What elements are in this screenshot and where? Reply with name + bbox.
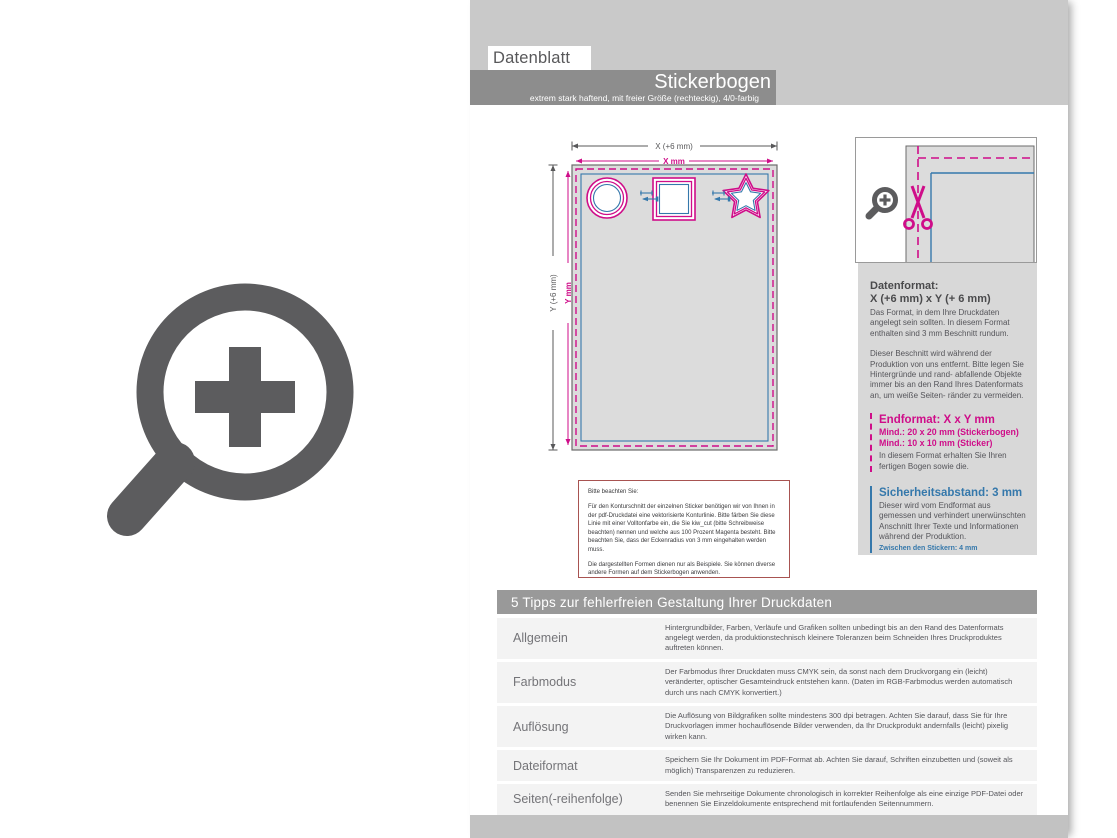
tip-text-aufloesung: Die Auflösung von Bildgrafiken sollte mindestens 300 dpi betragen. Achten Sie darauf, dass Sie für Ihre Druckvorlagen immer hochauflösende Bilder verwenden, da Ihr Druckprodukt andernfalls (leicht) pixelig wirken kann. [665, 711, 1009, 741]
table-row [497, 706, 1037, 747]
table-row [497, 784, 1037, 814]
note-title: Bitte beachten Sie: [588, 489, 639, 495]
sicherheitsabstand-body: Dieser wird vom Endformat aus gemessen und verhindert unerwünschten Anschnitt Ihrer Texte und Informationen während der Produktion. [879, 501, 1026, 542]
endformat-body: In diesem Format erhalten Sie Ihren fertigen Bogen sowie die. [879, 451, 1007, 471]
bottom-gray-band [470, 815, 1068, 838]
tip-label-seitenreihenfolge: Seiten(-reihenfolge) [513, 792, 623, 807]
dim-x-inner-label: X mm [663, 157, 685, 166]
table-row [497, 618, 1037, 659]
left-panel [0, 0, 470, 838]
endformat-title: Endformat: X x Y mm [879, 414, 995, 427]
endformat-min-sticker: Mind.: 10 x 10 mm (Sticker) [879, 438, 993, 449]
dim-x-outer-label: X (+6 mm) [655, 142, 693, 151]
tip-label-aufloesung: Auflösung [513, 719, 569, 734]
corner-detail-drawing [856, 138, 1037, 263]
endformat-block [870, 413, 1029, 472]
info-panel [858, 263, 1037, 555]
datenformat-title: Datenformat: [870, 280, 939, 292]
datenformat-body-1: Das Format, in dem Ihre Druckdaten angelegt sein sollten. In diesem Format enthalten sind 3 mm Beschnitt rundum. [870, 308, 1010, 338]
datenblatt-tab: Datenblatt [488, 46, 591, 70]
dim-y-inner-label: Y mm [564, 282, 573, 304]
note-box [578, 480, 790, 578]
endformat-min-stickerbogen: Mind.: 20 x 20 mm (Stickerbogen) [879, 427, 1019, 438]
tip-label-allgemein: Allgemein [513, 631, 568, 646]
sicherheitsabstand-block [870, 486, 1029, 553]
title-bar [470, 70, 776, 105]
sheet-corner [906, 146, 1034, 263]
dim-y-outer-label: Y (+6 mm) [549, 274, 558, 312]
sicherheitsabstand-title: Sicherheitsabstand: 3 mm [879, 487, 1023, 500]
tips-table [497, 618, 1037, 818]
page-title: Stickerbogen [654, 71, 771, 93]
table-row [497, 750, 1037, 780]
tip-label-dateiformat: Dateiformat [513, 758, 578, 773]
sticker-square [653, 178, 695, 220]
tip-label-farbmodus: Farbmodus [513, 675, 577, 690]
tip-text-allgemein: Hintergrundbilder, Farben, Verläufe und Grafiken sollten unbedingt bis an den Rand des Datenformats angelegt werden, da produktionstechnisch kleinere Toleranzen beim Schneiden Ihres Druckproduktes auftreten können. [665, 623, 1004, 653]
note-paragraph-2: Die dargestellten Formen dienen nur als Beispiele. Sie können diverse andere Formen auf dem Stickerbogen anwenden. [588, 561, 776, 577]
datenformat-value: X (+6 mm) x Y (+ 6 mm) [870, 293, 991, 305]
corner-detail-inset [855, 137, 1037, 263]
page-subtitle: extrem stark haftend, mit freier Größe (rechteckig), 4/0-farbig [529, 93, 759, 103]
tip-text-dateiformat: Speichern Sie Ihr Dokument im PDF-Format ab. Achten Sie darauf, Schriften einzubetten und (soweit als möglich) Transparenzen zu reduzieren. [665, 755, 1013, 775]
zoom-plus-icon-small [869, 190, 896, 217]
table-row [497, 662, 1037, 703]
datenformat-body-2: Dieser Beschnitt wird während der Produktion von uns entfernt. Bitte legen Sie Hintergründe und rand- abfallende Objekte immer bis an den Rand Ihres Datenformats an, um weiße Seiten- ränder zu vermeiden. [870, 349, 1024, 400]
zoom-plus-icon [95, 270, 395, 570]
sticker-circle [587, 178, 627, 218]
sticker-sheet-diagram [540, 138, 790, 468]
datasheet-page [470, 0, 1068, 838]
note-paragraph-1: Für den Konturschnitt der einzelnen Sticker benötigen wir von Ihnen in der pdf-Druckdatei eine vektorisierte Konturlinie. Bitte färben Sie diese Linie mit einer Volltonfarbe ein, die Sie kiw_cut (bitte Schreibweise beachten) nennen und welche aus 100 Prozent Magenta besteht. Bitte beachten Sie, dass der Eckenradius von 3 mm eingehalten werden muss. [588, 504, 776, 553]
sicherheitsabstand-note: Zwischen den Stickern: 4 mm [879, 544, 978, 552]
tips-header: 5 Tipps zur fehlerfreien Gestaltung Ihrer Druckdaten [497, 590, 1037, 614]
tip-text-farbmodus: Der Farbmodus Ihrer Druckdaten muss CMYK sein, da sonst nach dem Druckvorgang ein (leicht) veränderter, optischer Gesamteindruck entstehen kann. (Daten im RGB-Farbmodus werden automatisch durch uns nach CMYK konvertiert.) [665, 667, 1013, 697]
tip-text-seitenreihenfolge: Senden Sie mehrseitige Dokumente chronologisch in korrekter Reihenfolge als eine einzige PDF-Datei oder benennen Sie Einzeldokumente entsprechend mit fortlaufenden Seitennummern. [665, 789, 1024, 809]
